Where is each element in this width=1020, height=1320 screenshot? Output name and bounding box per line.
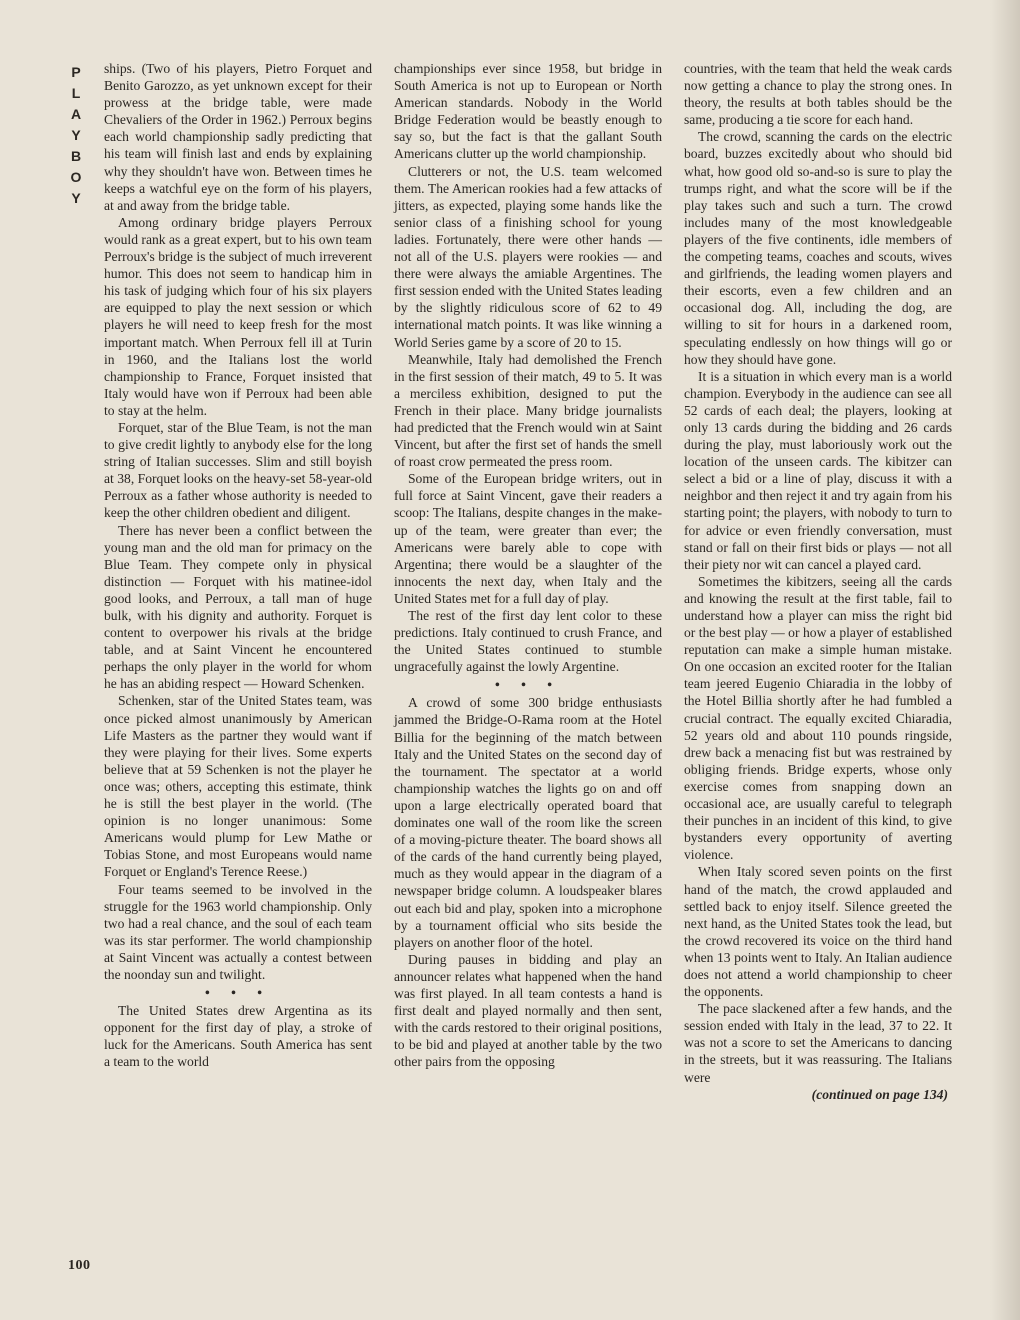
- scan-edge: [990, 0, 1020, 1320]
- logo-letter: Y: [71, 190, 81, 206]
- paragraph: A crowd of some 300 bridge enthusiasts jammed the Bridge-O-Rama room at the Hotel Billia for the beginning of the match between Italy and the United States on the second day of the tournament. The spectator at a world championship watches the lights go on and off upon a large electrically operated board that dominates one wall of the room like the screen of a moving-picture theater. The board shows all of the cards of the hand currently being played, much as they would appear in the diagram of a newspaper bridge column. A loudspeaker blares out each bid and play, spoken into a microphone by a tournament official who sits beside the players on another floor of the hotel.: [394, 695, 662, 950]
- logo-letter: Y: [71, 127, 81, 143]
- playboy-vertical-logo: [60, 62, 92, 209]
- page-number: 100: [68, 1258, 91, 1273]
- text-column-3: [684, 60, 952, 1103]
- continuation-note: (continued on page 134): [811, 1086, 948, 1102]
- logo-letter: P: [71, 64, 81, 80]
- paragraph: championships ever since 1958, but bridge in South America is not up to European or North American standards. Nobody in the World Bridge Federation would be beastly enough to say so, but the fact is that the gallant South Americans clutter up the world championship.: [394, 61, 662, 162]
- paragraph: ships. (Two of his players, Pietro Forquet and Benito Garozzo, as yet unknown except for their prowess at the bridge table, were made Chevaliers of the Order in 1962.) Perroux begins each world championship sadly predicting that his team will finish last and ends by explaining why they shouldn't have won. Between times he keeps a watchful eye on the form of his players, at and away from the bridge table.: [104, 61, 372, 213]
- paragraph: It is a situation in which every man is a world champion. Everybody in the audience can see all 52 cards of each deal; the players, looking at only 13 cards during the bidding and 26 cards during the play, must laboriously work out the location of the unseen cards. The kibitzer can select a bid or a line of play, discuss it with a neighbor and then reject it and try again from his starting point; the players, with nobody to turn to for advice or even friendly conversation, must stand or fall on their first bids or plays — not all their piety nor wit can cancel a played card.: [684, 368, 952, 572]
- section-separator: • • •: [204, 985, 272, 1001]
- paragraph: Clutterers or not, the U.S. team welcomed them. The American rookies had a few attacks of jitters, as expected, playing some hands like the senior class of a finishing school for young ladies. Fortunately, there were other hands — not all of the U.S. players were rookies — and there were always the amiable Argentines. The first session ended with the United States leading by the slightly ridiculous score of 62 to 49 international match points. It was like winning a World Series game by a score of 20 to 15.: [394, 163, 662, 350]
- paragraph: The rest of the first day lent color to these predictions. Italy continued to crush France, and the United States continued to stumble ungracefully against the lowly Argentine.: [394, 608, 662, 675]
- logo-letter: B: [70, 148, 82, 164]
- paragraph: Sometimes the kibitzers, seeing all the cards and knowing the result at the first table, fail to understand how a player can miss the right bid or the best play — or how a player of established reputation can make a simple human mistake. On one occasion an excited rooter for the Italian team jeered Eugenio Chiaradia in the lobby of the Hotel Billia shortly after he had fumbled a crucial contract. The equally excited Chiaradia, 52 years old and about 110 pounds ringside, drew back a menacing fist but was restrained by obliging friends. Bridge experts, whose only exercise comes from snapping down an occasional ace, are usually careful to telegraph their punches in an incident of this kind, to give bystanders every opportunity of averting violence.: [684, 573, 952, 863]
- paragraph: The pace slackened after a few hands, and the session ended with Italy in the lead, 37 to 22. It was not a score to set the Americans to dancing in the streets, but it was reassuring. The Italians were: [684, 1001, 952, 1085]
- paragraph: Schenken, star of the United States team, was once picked almost unanimously by American Life Masters as the partner they would want if they were playing for their lives. Some experts believe that at 59 Schenken is not the player he once was; others, accepting this estimate, think he is still the best player in the world. (The opinion is no longer unanimous: Some Americans would plump for Lew Mathe or Tobias Stone, and most Europeans would name Forquet or England's Terence Reese.): [104, 693, 372, 880]
- paragraph: The crowd, scanning the cards on the electric board, buzzes excitedly about who should bid what, how good old so-and-so is sure to play the trumps right, and what the score will be if the play takes such and such a turn. The crowd includes many of the most knowledgeable players of the five continents, idle members of the competing teams, coaches and scouts, wives and girlfriends, the leading women players and their escorts, even a few children and an occasional dog. All, including the dog, are willing to sit for hours in a darkened room, speculating endlessly on how things will go or how they should have gone.: [684, 129, 952, 367]
- logo-letter: O: [70, 169, 82, 185]
- paragraph: Among ordinary bridge players Perroux would rank as a great expert, but to his own team Perroux's bridge is the subject of much irreverent humor. This does not seem to handicap him in his task of judging which four of his six players are equipped to play the next session or which players he will need to keep fresh for the most important match. When Perroux fell ill at Turin in 1960, and the Italians lost the world championship to France, Forquet insisted that Italy would have won if Perroux had been able to stay at the helm.: [104, 214, 372, 418]
- text-column-2: [394, 60, 662, 1070]
- paragraph: Meanwhile, Italy had demolished the French in the first session of their match, 49 to 5. It was a merciless exhibition, designed to put the French in their place. Many bridge journalists had predicted that the French would win at Saint Vincent, but after the first set of hands the smell of roast crow permeated the press room.: [394, 351, 662, 470]
- paragraph: Forquet, star of the Blue Team, is not the man to give credit lightly to anybody else for the long string of Italian successes. Slim and still boyish at 38, Forquet looks on the heavy-set 58-year-old Perroux as a father whose authority is needed to keep the other children obedient and diligent.: [104, 419, 372, 521]
- paragraph: When Italy scored seven points on the first hand of the match, the crowd applauded and settled back to enjoy itself. Silence greeted the next hand, as the United States took the lead, but the crowd recovered its voice on the third hand when 13 points went to Italy. An Italian audience does not attend a world championship to cheer the opponents.: [684, 864, 952, 1000]
- paragraph: There has never been a conflict between the young man and the old man for primacy on the Blue Team. They compete only in physical distinction — Forquet with his matinee-idol good looks, and Perroux, a tall man of huge bulk, with his dignity and authority. Forquet is content to overpower his rivals at the bridge table, and at Saint Vincent he encountered perhaps the only player in the world for whom he has an abiding respect — Howard Schenken.: [104, 522, 372, 692]
- logo-letter: A: [70, 106, 82, 122]
- paragraph: The United States drew Argentina as its opponent for the first day of play, a stroke of luck for the Americans. South America has sent a team to the world: [104, 1003, 372, 1070]
- paragraph: During pauses in bidding and play an announcer relates what happened when the hand was first played. In all team contests a hand is first dealt and played normally and then sent, with the cards restored to their original positions, to be bid and played at another table by the two other pairs from the opposing: [394, 951, 662, 1070]
- paragraph: Some of the European bridge writers, out in full force at Saint Vincent, gave their readers a scoop: The Italians, despite changes in the make-up of the team, were greater than ever; the Americans were barely able to cope with Argentina; there would be a slaughter of the innocents the next day, when Italy and the United States met for a full day of play.: [394, 471, 662, 606]
- paragraph: Four teams seemed to be involved in the struggle for the 1963 world championship. Only two had a real chance, and the soul of each team was its star performer. The world championship at Saint Vincent was actually a contest between the noonday sun and twilight.: [104, 881, 372, 982]
- paragraph: countries, with the team that held the weak cards now getting a chance to play the strong ones. In theory, the results at both tables should be the same, producing a tie score for each hand.: [684, 61, 952, 128]
- text-column-1: [104, 60, 372, 1070]
- section-separator: • • •: [494, 677, 562, 693]
- logo-letter: L: [71, 85, 81, 101]
